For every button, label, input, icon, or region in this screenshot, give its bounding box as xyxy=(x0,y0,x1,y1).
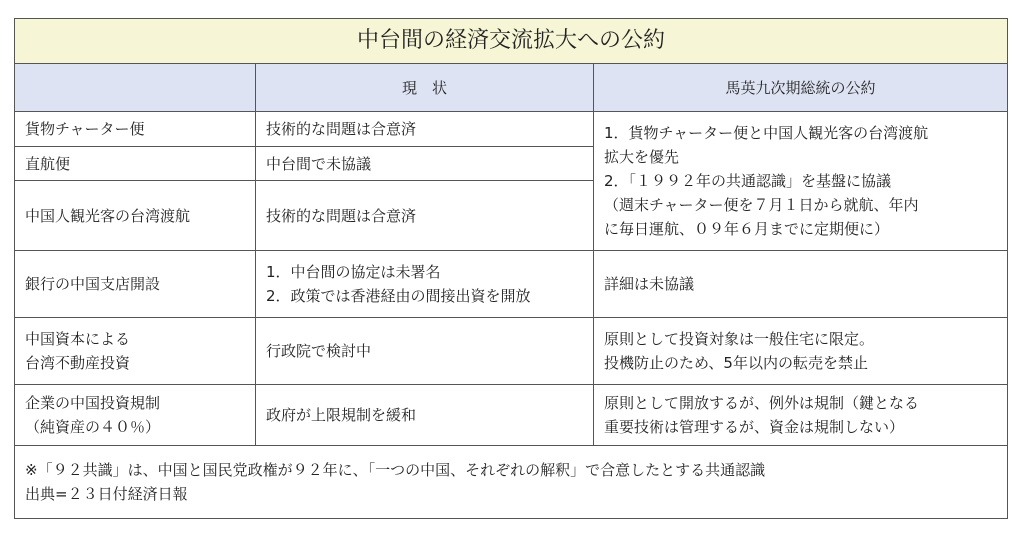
row-item-text: 中国資本による xyxy=(25,330,131,348)
header-row xyxy=(15,64,1008,112)
notes-cell xyxy=(15,446,1008,519)
row-status-text: 行政院で検討中 xyxy=(266,342,372,360)
row-item-text: 企業の中国投資規制 xyxy=(25,394,161,412)
pledge-table xyxy=(14,18,1008,519)
row-item-text: 直航便 xyxy=(25,154,71,173)
row-item xyxy=(15,147,256,181)
row-status xyxy=(256,251,594,318)
merged-pledge-line: に毎日運航、０９年６月までに定期便に） xyxy=(604,220,890,238)
row-status-text: 政府が上限規制を緩和 xyxy=(266,406,417,424)
row-status-text: 中台間で未協議 xyxy=(266,154,372,173)
row-pledge xyxy=(594,318,1008,385)
footnote: ※「９２共識」は、中国と国民党政権が９２年に、「一つの中国、それぞれの解釈」で合意したとする共通認識 xyxy=(25,461,766,479)
row-item-text: 中国人観光客の台湾渡航 xyxy=(25,206,191,225)
source-note: 出典=２３日付経済日報 xyxy=(25,485,188,503)
merged-pledge-line: （週末チャーター便を７月１日から就航、年内 xyxy=(604,196,919,214)
merged-pledge-cell xyxy=(594,112,1008,251)
row-pledge-text: 重要技術は管理するが、資金は規制しない） xyxy=(604,418,905,436)
row-status xyxy=(256,385,594,446)
header-blank xyxy=(15,64,256,112)
row-pledge xyxy=(594,385,1008,446)
table-row xyxy=(15,385,1008,446)
row-item xyxy=(15,251,256,318)
row-pledge-text: 投機防止のため、5年以内の転売を禁止 xyxy=(604,354,868,372)
row-pledge-text: 原則として開放するが、例外は規制（鍵となる xyxy=(604,394,920,412)
row-item-text: 銀行の中国支店開設 xyxy=(25,275,161,293)
row-item-text: （純資産の４０％） xyxy=(25,418,161,436)
row-item-text: 貨物チャーター便 xyxy=(25,120,145,138)
header-pledge: 馬英九次期総統の公約 xyxy=(594,64,1008,112)
row-status xyxy=(256,318,594,385)
pledge-table-container xyxy=(14,18,1008,519)
notes-row xyxy=(15,446,1008,519)
title-row xyxy=(15,19,1008,64)
row-item xyxy=(15,318,256,385)
merged-pledge-line: 2．「１９９２年の共通認識」を基盤に協議 xyxy=(604,172,892,190)
row-pledge xyxy=(594,251,1008,318)
row-pledge-text: 詳細は未協議 xyxy=(604,275,695,293)
header-current-status: 現 状 xyxy=(256,64,594,112)
row-status-text: 1．中台間の協定は未署名 xyxy=(266,263,441,281)
table-row xyxy=(15,251,1008,318)
row-item xyxy=(15,181,256,251)
row-status xyxy=(256,147,594,181)
row-item-text: 台湾不動産投資 xyxy=(25,354,131,372)
row-pledge-text: 原則として投資対象は一般住宅に限定。 xyxy=(604,330,875,348)
row-item xyxy=(15,112,256,147)
row-item xyxy=(15,385,256,446)
row-status xyxy=(256,112,594,147)
table-row xyxy=(15,318,1008,385)
table-title: 中台間の経済交流拡大への公約 xyxy=(15,19,1008,64)
merged-pledge-line: 1．貨物チャーター便と中国人観光客の台湾渡航 xyxy=(604,124,929,142)
row-status xyxy=(256,181,594,251)
table-row xyxy=(15,112,1008,147)
row-status-text: 技術的な問題は合意済 xyxy=(266,206,417,225)
merged-pledge-line: 拡大を優先 xyxy=(604,148,680,166)
row-status-text: 2．政策では香港経由の間接出資を開放 xyxy=(266,287,531,305)
row-status-text: 技術的な問題は合意済 xyxy=(266,120,417,138)
